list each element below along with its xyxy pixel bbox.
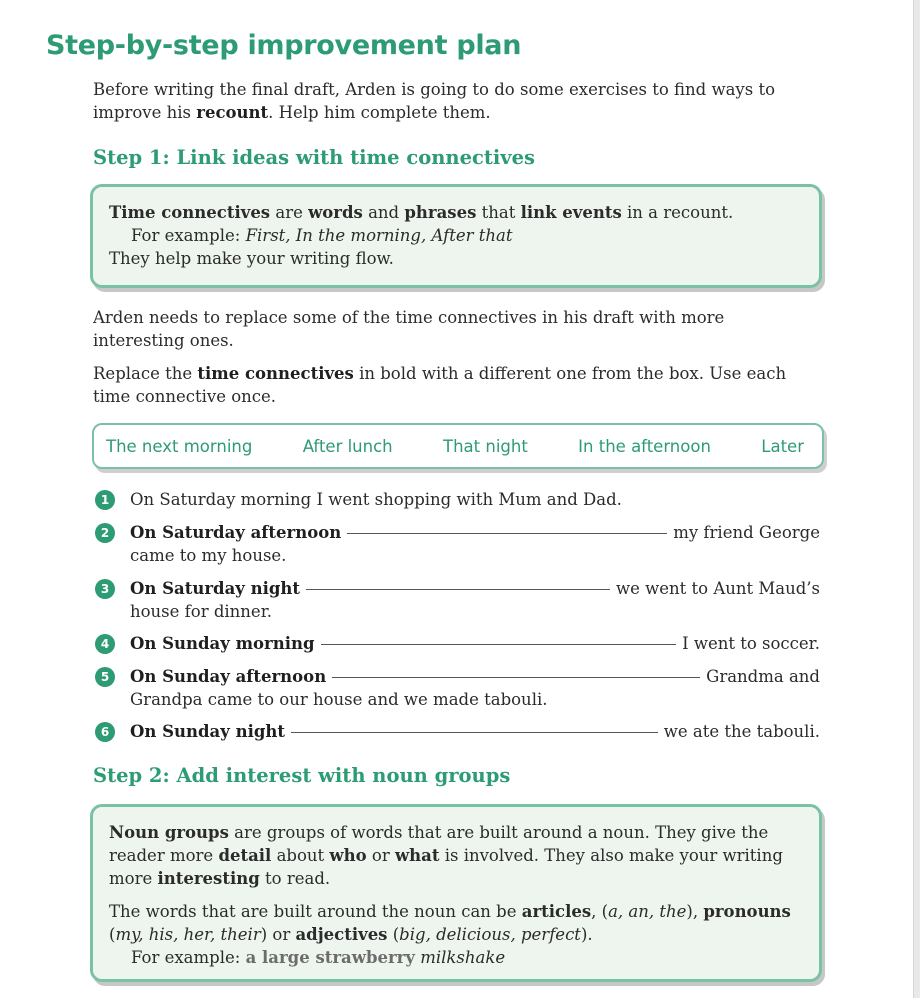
item-number-badge: 5 xyxy=(95,667,115,687)
def-bold: words xyxy=(308,203,363,222)
definition-line-3: They help make your writing flow. xyxy=(109,249,394,268)
def-text: or xyxy=(366,846,395,865)
noun-groups-definition-box xyxy=(90,804,822,982)
def-text: ). xyxy=(580,925,593,944)
noun-groups-example xyxy=(109,946,803,969)
intro-text: Before writing the final draft, Arden is going to do some exercises to find ways to improve his xyxy=(93,80,776,122)
exercise-item-1: On Saturday morning I went shopping with Mum and Dad. xyxy=(130,490,622,509)
example-italic: milkshake xyxy=(414,948,506,967)
exercise-item-2 xyxy=(130,521,820,567)
def-text: are xyxy=(270,203,309,222)
def-bold: what xyxy=(394,846,440,865)
intro-text-end: . Help him complete them. xyxy=(268,103,491,122)
def-bold: Time connectives xyxy=(109,203,271,222)
def-text: and xyxy=(362,203,405,222)
item-continuation: Grandpa came to our house and we made tabouli. xyxy=(130,690,548,709)
time-connective-bold: On Saturday afternoon xyxy=(130,523,342,542)
def-bold: detail xyxy=(218,846,272,865)
intro-bold: recount xyxy=(196,103,269,122)
example-label: For example: xyxy=(131,948,246,967)
intro-paragraph xyxy=(93,78,793,124)
example-bold: a large strawberry xyxy=(245,948,415,967)
exercise-item-3 xyxy=(130,577,820,623)
item-continuation: house for dinner. xyxy=(130,602,273,621)
def-bold: phrases xyxy=(404,203,477,222)
time-connective-bold: On Sunday morning xyxy=(130,634,315,653)
def-text: ( xyxy=(387,925,400,944)
word-option: Later xyxy=(761,436,804,456)
def-text: is involved. They also make your writing more xyxy=(109,846,783,888)
item-number-badge: 3 xyxy=(95,579,115,599)
def-text: that xyxy=(476,203,521,222)
step1-heading: Step 1: Link ideas with time connectives xyxy=(93,146,535,169)
para2-bold: time connectives xyxy=(197,364,354,383)
noun-groups-paragraph-1 xyxy=(109,821,803,890)
item-number-badge: 2 xyxy=(95,523,115,543)
def-text: ), xyxy=(686,902,704,921)
def-text: ( xyxy=(109,925,116,944)
word-option: That night xyxy=(443,436,528,456)
time-connective-bold: On Sunday afternoon xyxy=(130,667,327,686)
word-option: After lunch xyxy=(302,436,393,456)
def-italic: my, his, her, their xyxy=(115,925,261,944)
def-text: ) or xyxy=(260,925,296,944)
time-connectives-definition-box xyxy=(90,184,822,288)
noun-groups-paragraph-2 xyxy=(109,900,803,946)
answer-line[interactable] xyxy=(321,643,677,645)
item-number-badge: 1 xyxy=(95,490,115,510)
definition-example xyxy=(109,224,803,247)
step1-paragraph-1: Arden needs to replace some of the time connectives in his draft with more interesting ones. xyxy=(93,308,725,350)
def-bold: articles xyxy=(521,902,592,921)
def-text: are groups of words that are built around a noun. They give the reader more xyxy=(109,823,769,865)
answer-line[interactable] xyxy=(332,676,700,678)
page-edge xyxy=(913,0,920,998)
item-text: my friend George xyxy=(673,523,820,542)
item-text: we ate the tabouli. xyxy=(663,722,820,741)
def-italic: a, an, the xyxy=(608,902,687,921)
para2-text-end: in bold with a different one from the box. Use each time connective once. xyxy=(93,364,787,406)
def-italic: big, delicious, perfect xyxy=(399,925,581,944)
item-text: I went to soccer. xyxy=(682,634,820,653)
answer-line[interactable] xyxy=(306,588,610,590)
definition-line-1 xyxy=(109,201,803,224)
def-bold: who xyxy=(329,846,367,865)
item-number-badge: 6 xyxy=(95,722,115,742)
time-connective-bold: On Saturday night xyxy=(130,579,301,598)
def-bold: pronouns xyxy=(703,902,791,921)
example-label: For example: xyxy=(131,226,246,245)
def-bold: interesting xyxy=(157,869,260,888)
def-text: about xyxy=(271,846,330,865)
def-bold: adjectives xyxy=(295,925,388,944)
answer-line[interactable] xyxy=(347,532,667,534)
def-bold: link events xyxy=(520,203,622,222)
def-text: in a recount. xyxy=(621,203,734,222)
time-connectives-word-box xyxy=(92,423,824,469)
page-title: Step-by-step improvement plan xyxy=(46,30,522,61)
example-text: First, In the morning, After that xyxy=(245,226,513,245)
exercise-item-6 xyxy=(130,720,820,743)
item-number-badge: 4 xyxy=(95,634,115,654)
item-text: we went to Aunt Maud’s xyxy=(615,579,820,598)
para2-text: Replace the xyxy=(93,364,198,383)
step1-paragraph-2 xyxy=(93,362,813,408)
exercise-item-5 xyxy=(130,665,820,711)
step2-heading: Step 2: Add interest with noun groups xyxy=(93,764,511,787)
def-text: , ( xyxy=(591,902,609,921)
answer-line[interactable] xyxy=(291,731,658,733)
def-text: to read. xyxy=(259,869,331,888)
def-bold: Noun groups xyxy=(109,823,229,842)
item-text: Grandma and xyxy=(706,667,820,686)
item-continuation: came to my house. xyxy=(130,546,287,565)
word-option: In the afternoon xyxy=(578,436,711,456)
def-text: The words that are built around the noun can be xyxy=(109,902,522,921)
exercise-item-4 xyxy=(130,632,820,655)
time-connective-bold: On Sunday night xyxy=(130,722,286,741)
word-option: The next morning xyxy=(106,436,253,456)
